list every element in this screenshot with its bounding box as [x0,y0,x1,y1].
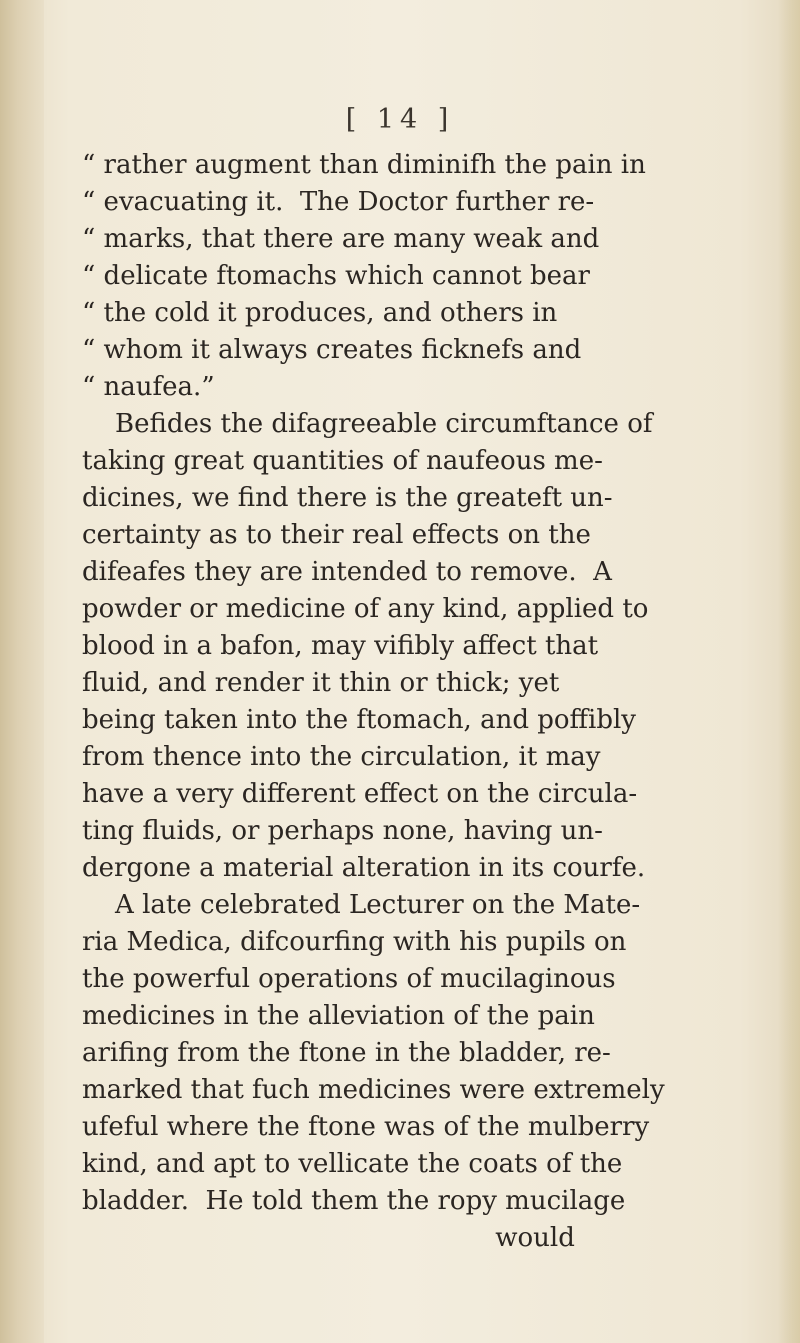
text-line: taking great quantities of naufeous me- [82,446,603,476]
text-line: certainty as to their real effects on the [82,520,591,550]
text-line: medicines in the alleviation of the pain [82,1001,595,1031]
page-number-header: [ 14 ] [345,104,455,135]
text-line: “ naufea.” [82,372,215,402]
text-line: dicines, we find there is the greateft un- [82,483,613,513]
text-line: powder or medicine of any kind, applied to [82,594,649,624]
catchword: would [82,1223,575,1253]
text-line: “ evacuating it. The Doctor further re- [82,187,595,217]
text-line: Befides the difagreeable circumftance of [82,409,653,439]
text-line: “ the cold it produces, and others in [82,298,558,328]
text-line: being taken into the ftomach, and poffibly [82,705,636,735]
text-line: A late celebrated Lecturer on the Mate- [82,890,641,920]
page-edge-shadow [778,0,800,1343]
text-line: difeafes they are intended to remove. A [82,557,612,587]
text-line: ria Medica, difcourfing with his pupils on [82,927,627,957]
text-line: marked that fuch medicines were extremely [82,1075,665,1105]
text-line: kind, and apt to vellicate the coats of the [82,1149,623,1179]
text-line: dergone a material alteration in its courfe. [82,853,646,883]
text-line: bladder. He told them the ropy mucilage [82,1186,626,1216]
text-line: ufeful where the ftone was of the mulberry [82,1112,650,1142]
page-gutter-shadow [0,0,44,1343]
text-line: arifing from the ftone in the bladder, re- [82,1038,611,1068]
text-line: the powerful operations of mucilaginous [82,964,616,994]
text-line: blood in a bafon, may vifibly affect that [82,631,599,661]
text-line: “ delicate ftomachs which cannot bear [82,261,590,291]
text-line: have a very different effect on the circula- [82,779,638,809]
text-line: from thence into the circulation, it may [82,742,601,772]
text-line: “ marks, that there are many weak and [82,224,600,254]
text-line: “ whom it always creates ficknefs and [82,335,582,365]
text-line: ting fluids, or perhaps none, having un- [82,816,603,846]
text-line: “ rather augment than diminifh the pain in [82,150,646,180]
text-line: fluid, and render it thin or thick; yet [82,668,560,698]
